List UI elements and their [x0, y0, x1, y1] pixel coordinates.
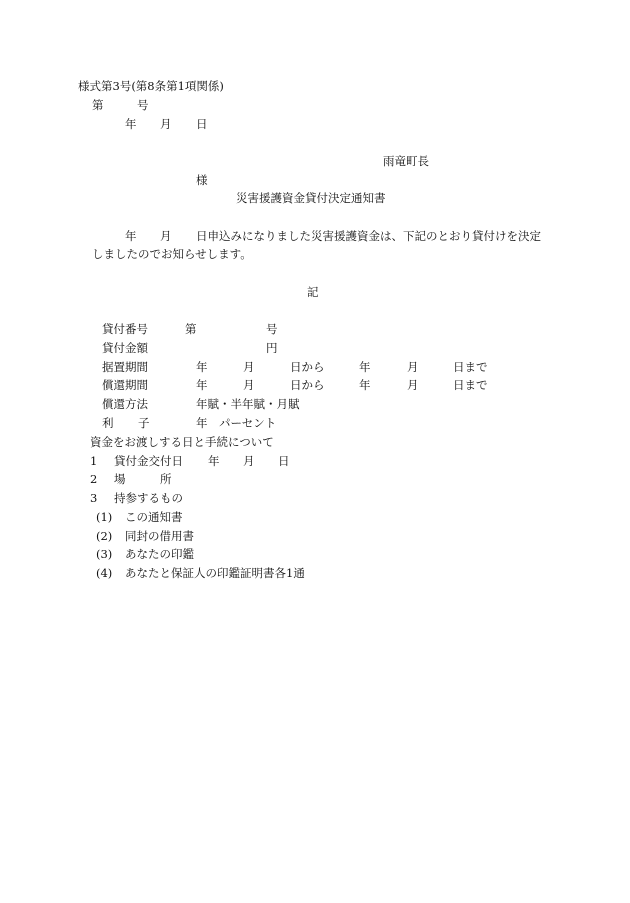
form-label: 様式第3号(第8条第1項関係) [78, 79, 224, 93]
loan-number-label: 貸付番号 [102, 322, 148, 336]
interest-percent: パーセント [219, 416, 277, 430]
header-month: 月 [160, 117, 172, 131]
ki-heading: 記 [307, 285, 319, 299]
intro-text-line2: しましたのでお知らせします。 [92, 247, 252, 261]
bring-item-no: (3) [96, 547, 113, 561]
delivery-num-1: 1 [90, 454, 98, 468]
delivery-place-a: 場 [114, 472, 126, 486]
addressee-sama: 様 [196, 173, 208, 187]
repayment-month1: 月 [243, 378, 255, 392]
header-day: 日 [196, 117, 208, 131]
header-year: 年 [125, 117, 137, 131]
bring-item-no: (1) [96, 510, 113, 524]
repayment-method-label: 償還方法 [102, 397, 148, 411]
repayment-method-value: 年賦・半年賦・月賦 [196, 397, 300, 411]
delivery-date-label: 貸付金交付日 [114, 454, 183, 468]
deferment-from: 日から [290, 360, 325, 374]
delivery-heading: 資金をお渡しする日と手続について [90, 435, 274, 449]
interest-year: 年 [196, 416, 208, 430]
document-title: 災害援護資金貸付決定通知書 [236, 191, 386, 205]
repayment-until: 日まで [453, 378, 488, 392]
bring-item-no: (4) [96, 566, 113, 580]
loan-amount-label: 貸付金額 [102, 341, 148, 355]
delivery-bring-label: 持参するもの [114, 491, 183, 505]
intro-year: 年 [125, 229, 137, 243]
delivery-num-2: 2 [90, 472, 98, 486]
deferment-year2: 年 [359, 360, 371, 374]
bring-item-text: あなたの印鑑 [125, 547, 194, 561]
repayment-month2: 月 [407, 378, 419, 392]
delivery-month: 月 [243, 454, 255, 468]
bring-item-no: (2) [96, 529, 113, 543]
delivery-place-b: 所 [160, 472, 172, 486]
issuer: 雨竜町長 [383, 154, 429, 168]
repayment-from: 日から [290, 378, 325, 392]
deferment-month1: 月 [243, 360, 255, 374]
intro-month: 月 [160, 229, 172, 243]
repayment-year1: 年 [196, 378, 208, 392]
deferment-label: 据置期間 [102, 360, 148, 374]
delivery-year: 年 [208, 454, 220, 468]
header-go: 号 [137, 98, 149, 112]
deferment-year1: 年 [196, 360, 208, 374]
intro-text: 日申込みになりました災害援護資金は、下記のとおり貸付けを決定 [196, 229, 541, 243]
bring-item-text: 同封の借用書 [125, 529, 194, 543]
header-dai: 第 [92, 98, 104, 112]
delivery-day: 日 [278, 454, 290, 468]
repayment-year2: 年 [359, 378, 371, 392]
bring-item-text: あなたと保証人の印鑑証明書各1通 [125, 566, 305, 580]
delivery-num-3: 3 [90, 491, 98, 505]
loan-amount-unit: 円 [266, 341, 278, 355]
repayment-period-label: 償還期間 [102, 378, 148, 392]
loan-number-go: 号 [266, 322, 278, 336]
bring-item-text: この通知書 [125, 510, 183, 524]
loan-number-dai: 第 [185, 322, 197, 336]
interest-label-b: 子 [138, 416, 150, 430]
deferment-month2: 月 [407, 360, 419, 374]
interest-label-a: 利 [102, 416, 114, 430]
deferment-until: 日まで [453, 360, 488, 374]
